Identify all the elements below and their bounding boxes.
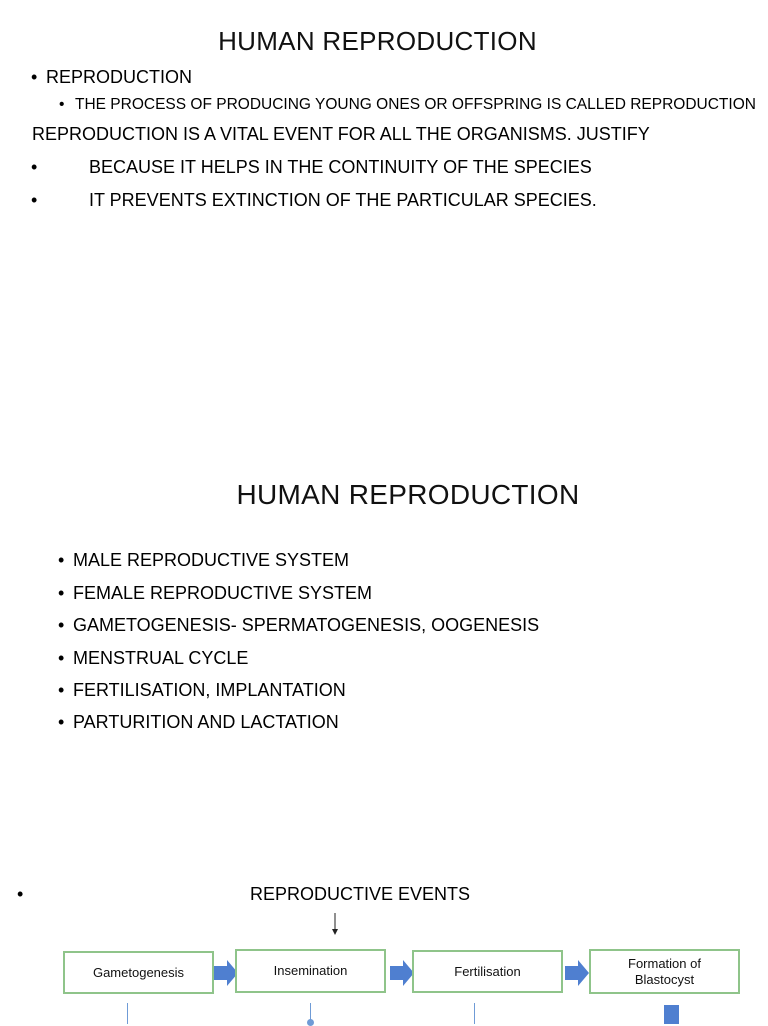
bullet-dot: • — [58, 712, 65, 732]
connector-block — [664, 1005, 679, 1024]
flow-step-fertilisation — [412, 950, 563, 993]
bullet-dot: • — [31, 67, 38, 87]
bullet-dot: • — [31, 157, 38, 177]
topic-text: MALE REPRODUCTIVE SYSTEM — [73, 550, 350, 570]
topic-text: GAMETOGENESIS- SPERMATOGENESIS, OOGENESIS — [73, 615, 540, 635]
connector-dot — [307, 1019, 314, 1026]
flow-step-insemination — [235, 949, 386, 993]
section1-bullet-sub — [59, 96, 756, 114]
connector-line — [474, 1003, 475, 1024]
topic-item — [58, 550, 349, 571]
section3-title: REPRODUCTIVE EVENTS — [249, 884, 471, 904]
topic-item — [58, 583, 372, 604]
section1-statement: REPRODUCTION IS A VITAL EVENT FOR ALL THE ORGANISMS. JUSTIFY — [32, 124, 650, 144]
topic-text: FERTILISATION, IMPLANTATION — [73, 680, 346, 700]
section1-title: HUMAN REPRODUCTION — [218, 26, 537, 56]
topic-item — [58, 648, 248, 669]
down-arrow-icon — [329, 912, 341, 936]
bullet-dot: • — [31, 190, 38, 210]
bullet-dot: • — [59, 96, 65, 113]
flow-step-blastocyst — [589, 949, 740, 994]
reason-text: IT PREVENTS EXTINCTION OF THE PARTICULAR SPECIES. — [89, 190, 597, 210]
bullet-sub-text: THE PROCESS OF PRODUCING YOUNG ONES OR OFFSPRING IS CALLED REPRODUCTION — [75, 96, 756, 113]
section1-reason-1 — [31, 157, 592, 178]
topic-item — [58, 680, 346, 701]
bullet-dot: • — [58, 648, 65, 668]
flow-step-label: Gametogenesis — [92, 964, 185, 980]
bullet-dot: • — [58, 550, 65, 570]
flow-arrow-icon — [564, 960, 590, 986]
connector-line — [127, 1003, 128, 1024]
flow-step-label: Fertilisation — [454, 963, 521, 979]
section3-bullet-dot: • — [17, 884, 24, 904]
bullet-main-text: REPRODUCTION — [46, 67, 193, 87]
section1-reason-2 — [31, 190, 597, 211]
section2-title: HUMAN REPRODUCTION — [236, 479, 580, 510]
flow-step-label: Formation of Blastocyst — [628, 955, 701, 987]
bullet-dot: • — [58, 615, 65, 635]
reason-text: BECAUSE IT HELPS IN THE CONTINUITY OF THE SPECIES — [89, 157, 592, 177]
topic-text: MENSTRUAL CYCLE — [73, 648, 249, 668]
topic-text: PARTURITION AND LACTATION — [73, 712, 339, 732]
topic-item — [58, 615, 539, 636]
topic-text: FEMALE REPRODUCTIVE SYSTEM — [73, 583, 373, 603]
section1-bullet-main — [31, 67, 192, 88]
topic-item — [58, 712, 339, 733]
flow-step-gametogenesis — [63, 951, 214, 994]
bullet-dot: • — [58, 680, 65, 700]
bullet-dot: • — [58, 583, 65, 603]
flow-step-label: Insemination — [273, 963, 348, 978]
